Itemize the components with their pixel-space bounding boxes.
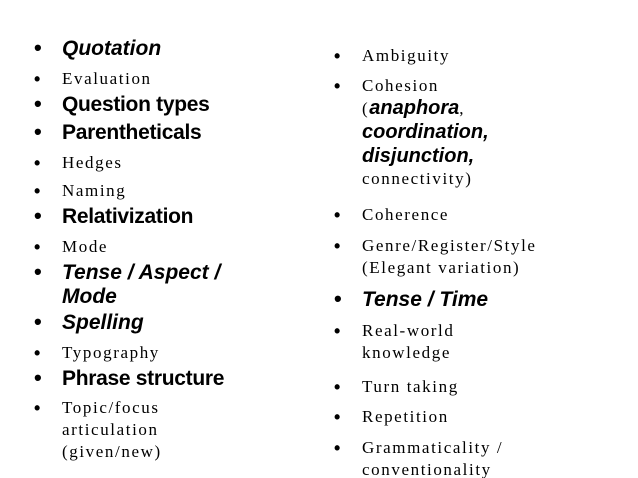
list-item-naming: [34, 180, 314, 202]
paren-open: (: [362, 99, 370, 118]
list-item-text: Coherence: [362, 205, 450, 224]
bullet-icon: •: [334, 438, 342, 458]
list-item-hedges: [34, 152, 314, 174]
list-item-text: Spelling: [62, 311, 144, 334]
bullet-icon: •: [34, 259, 42, 284]
bullet-icon: •: [34, 365, 42, 390]
list-item-text: Repetition: [362, 407, 449, 426]
list-item-text: Turn taking: [362, 377, 459, 396]
list-item-text-line: Cohesion: [362, 76, 440, 95]
bullet-icon: •: [334, 76, 342, 96]
list-item-text-line: knowledge: [362, 343, 451, 362]
list-item-text: Question types: [62, 93, 210, 116]
list-item-text: Ambiguity: [362, 46, 451, 65]
list-item-text: Parentheticals: [62, 121, 202, 144]
bullet-icon: •: [34, 35, 42, 60]
bullet-icon: •: [34, 237, 42, 257]
bullet-icon: •: [34, 153, 42, 173]
list-item-text: Mode: [62, 237, 109, 256]
bullet-icon: •: [34, 69, 42, 89]
term-disjunction: disjunction,: [362, 145, 475, 167]
bullet-icon: •: [334, 236, 342, 256]
bullet-icon: •: [34, 181, 42, 201]
list-item-tense-time: [334, 288, 634, 312]
list-item-text: Quotation: [62, 37, 162, 60]
bullet-icon: •: [34, 343, 42, 363]
list-item-text-line: articulation: [62, 420, 159, 439]
list-item-text-line: conventionality: [362, 460, 492, 478]
list-item-text: Phrase structure: [62, 367, 225, 390]
list-item-text: Typography: [62, 343, 160, 362]
bullet-icon: •: [334, 46, 342, 66]
bullet-icon: •: [34, 309, 42, 334]
list-item-text-line: Real-world: [362, 321, 455, 340]
bullet-icon: •: [334, 321, 342, 341]
list-item-text-line: (Elegant variation): [362, 258, 521, 277]
list-item-text-line: Topic/focus: [62, 398, 160, 417]
list-item-mode: [34, 236, 314, 258]
list-item-text: Evaluation: [62, 69, 152, 88]
term-coordination: coordination,: [362, 121, 489, 143]
list-item-text-line: connectivity): [362, 169, 473, 188]
list-item-text: Relativization: [62, 205, 194, 228]
term-anaphora: anaphora: [369, 97, 460, 119]
list-item-topic-focus: [34, 397, 314, 463]
list-item-quotation: [34, 37, 314, 61]
list-item-repetition: [334, 406, 634, 428]
list-item-text-line: [362, 97, 634, 120]
list-item-text-line: Tense / Aspect /: [62, 261, 221, 284]
list-item-coherence: [334, 204, 634, 226]
list-item-text-line: (given/new): [62, 442, 162, 461]
bullet-icon: •: [334, 377, 342, 397]
list-item-tense-aspect-mode: [34, 261, 314, 309]
comma: ,: [459, 99, 466, 118]
list-item-typography: [34, 342, 314, 364]
list-item-text-line: Genre/Register/Style: [362, 236, 537, 255]
bullet-icon: •: [334, 407, 342, 427]
list-item-question-types: [34, 93, 314, 117]
list-item-text-line: Grammaticality /: [362, 438, 504, 457]
list-item-real-world-knowledge: [334, 320, 634, 364]
list-item-spelling: [34, 311, 314, 335]
list-item-genre-register-style: [334, 235, 634, 279]
list-item-relativization: [34, 205, 314, 229]
list-item-turn-taking: [334, 376, 634, 398]
bullet-icon: •: [334, 286, 342, 311]
list-item-text: Tense / Time: [362, 288, 489, 311]
list-item-text: Naming: [62, 181, 127, 200]
bullet-icon: •: [34, 119, 42, 144]
bullet-icon: •: [34, 398, 42, 418]
list-item-evaluation: [34, 68, 314, 90]
list-item-phrase-structure: [34, 367, 314, 391]
bullet-icon: •: [34, 203, 42, 228]
list-item-ambiguity: [334, 45, 634, 67]
list-item-text: Hedges: [62, 153, 123, 172]
list-item-text-line: Mode: [62, 285, 117, 308]
list-item-parentheticals: [34, 121, 314, 145]
list-item-cohesion: [334, 75, 634, 190]
list-item-grammaticality: [334, 437, 634, 478]
bullet-icon: •: [334, 205, 342, 225]
bullet-icon: •: [34, 91, 42, 116]
